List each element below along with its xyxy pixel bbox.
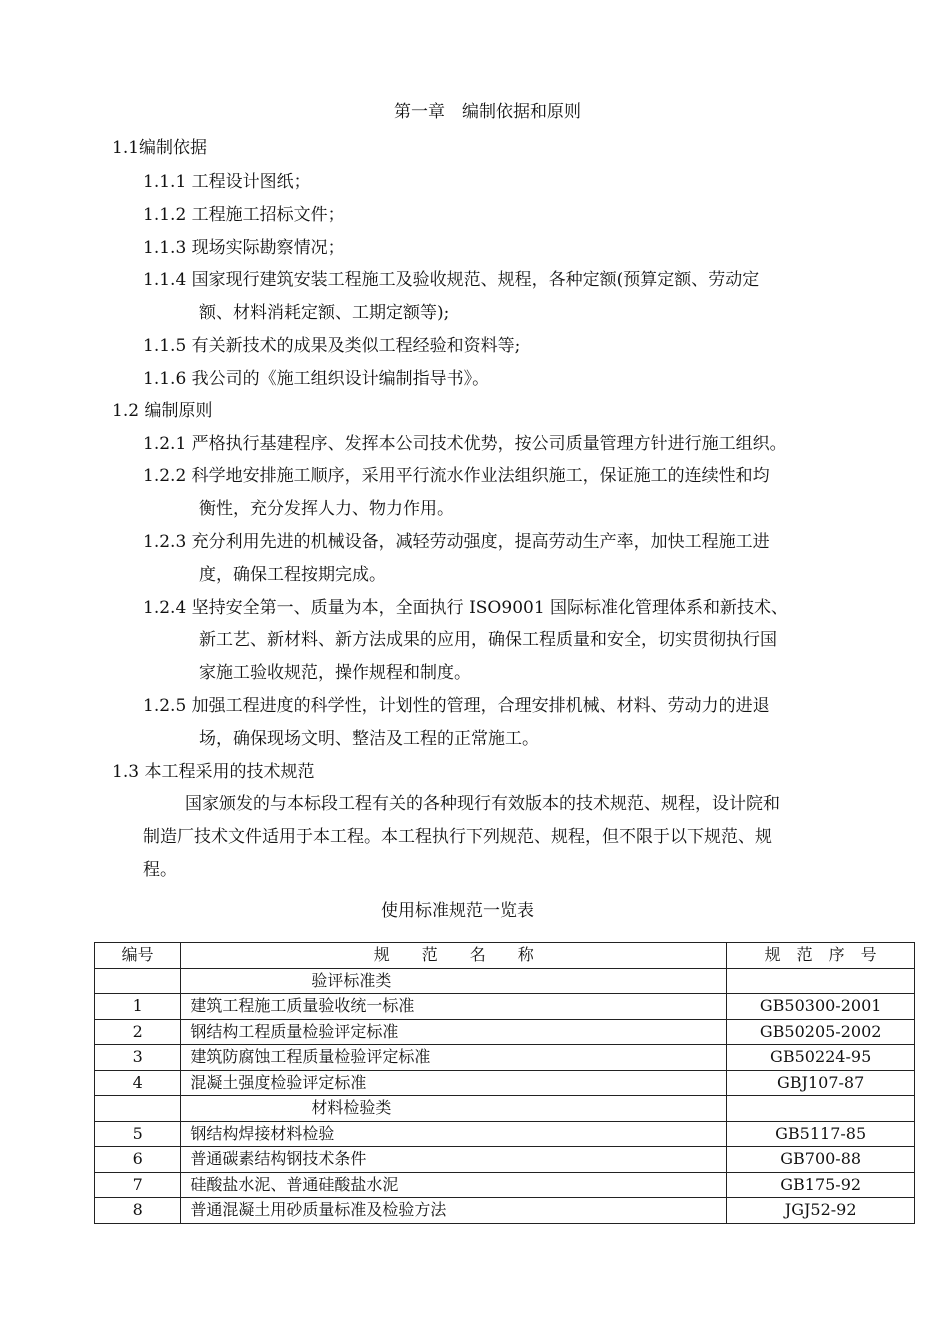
item-text: 充分利用先进的机械设备，减轻劳动强度，提高劳动生产率，加快工程施工进 [191,532,770,552]
standards-table [94,942,915,1224]
cell-code: GBJ107-87 [727,1070,915,1096]
item-text: 我公司的《施工组织设计编制指导书》。 [191,369,490,389]
paragraph-line: 制造厂技术文件适用于本工程。本工程执行下列规范、规程，但不限于以下规范、规 [143,827,772,847]
section-heading-1-1: 1.1编制依据 [112,138,208,158]
table-header-row [95,943,915,969]
list-item [143,432,787,456]
item-number: 1.1.3 [143,238,187,258]
table-row [95,1172,915,1198]
item-number: 1.2.2 [143,466,187,486]
cell-name: 普通混凝土用砂质量标准及检验方法 [181,1198,727,1224]
list-item [143,596,788,620]
cell-code: GB5117-85 [727,1121,915,1147]
table-category-row [95,968,915,994]
list-item [143,530,770,554]
cell-number [95,1096,181,1122]
cell-name: 硅酸盐水泥、普通硅酸盐水泥 [181,1172,727,1198]
header-number: 编号 [95,943,181,969]
list-item [143,367,489,391]
cell-name: 普通碳素结构钢技术条件 [181,1147,727,1173]
list-item [143,170,311,194]
table-row [95,1198,915,1224]
item-text: 工程施工招标文件； [191,205,345,225]
cell-code: GB700-88 [727,1147,915,1173]
cell-code: GB175-92 [727,1172,915,1198]
item-text: 加强工程进度的科学性，计划性的管理，合理安排机械、材料、劳动力的进退 [191,696,770,716]
list-item [143,203,345,227]
item-continuation: 额、材料消耗定额、工期定额等); [199,303,450,323]
cell-name: 混凝土强度检验评定标准 [181,1070,727,1096]
item-text: 严格执行基建程序、发挥本公司技术优势，按公司质量管理方针进行施工组织。 [191,434,787,454]
item-number: 1.1.1 [143,172,187,192]
table-row [95,1045,915,1071]
cell-code: GB50224-95 [727,1045,915,1071]
cell-number: 5 [95,1121,181,1147]
item-number: 1.2.4 [143,598,187,618]
table-caption: 使用标准规范一览表 [381,901,534,921]
cell-name: 钢结构焊接材料检验 [181,1121,727,1147]
cell-code: GB50205-2002 [727,1019,915,1045]
header-code: 规 范 序 号 [727,943,915,969]
list-item [143,694,770,718]
cell-number: 6 [95,1147,181,1173]
list-item [143,236,345,260]
item-continuation: 家施工验收规范，操作规程和制度。 [199,663,471,683]
cell-number: 8 [95,1198,181,1224]
table-row [95,1070,915,1096]
cell-number: 1 [95,994,181,1020]
table-category-row [95,1096,915,1122]
table-row [95,1019,915,1045]
item-text: 工程设计图纸； [191,172,311,192]
cell-name: 建筑工程施工质量验收统一标准 [181,994,727,1020]
item-text: 现场实际勘察情况； [191,238,345,258]
cell-code [727,1096,915,1122]
item-text: 有关新技术的成果及类似工程经验和资料等; [191,336,521,356]
table-row [95,1121,915,1147]
list-item [143,268,759,292]
cell-category: 材料检验类 [181,1096,727,1122]
section-heading-1-2: 1.2 编制原则 [112,401,213,421]
cell-number [95,968,181,994]
item-text: 坚持安全第一、质量为本，全面执行 ISO9001 国际标准化管理体系和新技术、 [191,598,789,618]
item-text: 国家现行建筑安装工程施工及验收规范、规程，各种定额(预算定额、劳动定 [191,270,760,290]
item-number: 1.1.2 [143,205,187,225]
item-number: 1.2.5 [143,696,187,716]
item-text: 科学地安排施工顺序，采用平行流水作业法组织施工，保证施工的连续性和均 [191,466,770,486]
item-continuation: 度，确保工程按期完成。 [199,565,386,585]
item-number: 1.1.5 [143,336,187,356]
cell-code: JGJ52-92 [727,1198,915,1224]
table-row [95,1147,915,1173]
header-name: 规 范 名 称 [181,943,727,969]
item-number: 1.2.3 [143,532,187,552]
table-row [95,994,915,1020]
cell-category: 验评标准类 [181,968,727,994]
paragraph-line: 国家颁发的与本标段工程有关的各种现行有效版本的技术规范、规程，设计院和 [168,794,780,814]
item-continuation: 场，确保现场文明、整洁及工程的正常施工。 [199,729,539,749]
cell-name: 钢结构工程质量检验评定标准 [181,1019,727,1045]
cell-number: 3 [95,1045,181,1071]
list-item [143,334,520,358]
cell-name: 建筑防腐蚀工程质量检验评定标准 [181,1045,727,1071]
section-heading-1-3: 1.3 本工程采用的技术规范 [112,762,315,782]
cell-number: 4 [95,1070,181,1096]
item-continuation: 新工艺、新材料、新方法成果的应用，确保工程质量和安全，切实贯彻执行国 [199,630,777,650]
list-item [143,464,770,488]
paragraph-line: 程。 [143,860,177,880]
cell-code [727,968,915,994]
cell-code: GB50300-2001 [727,994,915,1020]
cell-number: 7 [95,1172,181,1198]
chapter-title: 第一章 编制依据和原则 [394,102,581,122]
item-number: 1.1.4 [143,270,187,290]
item-number: 1.2.1 [143,434,187,454]
item-number: 1.1.6 [143,369,187,389]
item-continuation: 衡性，充分发挥人力、物力作用。 [199,499,454,519]
cell-number: 2 [95,1019,181,1045]
